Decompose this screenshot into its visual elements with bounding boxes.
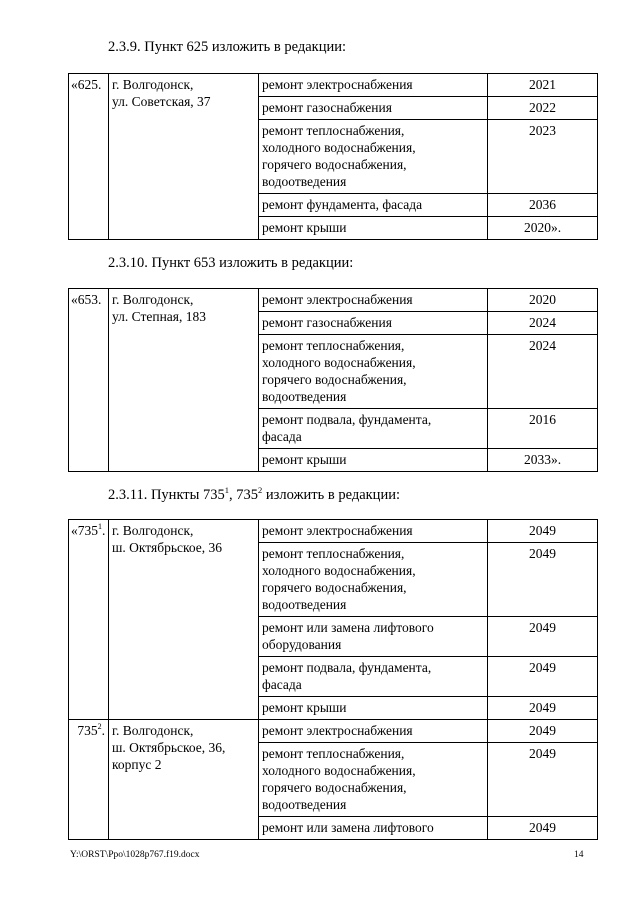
- work-type: ремонт крыши: [259, 217, 488, 240]
- heading-text: изложить в редакции:: [262, 487, 400, 503]
- item-number: «625.: [69, 74, 109, 240]
- work-type: ремонт электроснабжения: [259, 520, 488, 543]
- item-address: г. Волгодонск, ш. Октябрьское, 36: [109, 520, 259, 720]
- table-row: [69, 720, 598, 743]
- work-type: ремонт крыши: [259, 697, 488, 720]
- work-year: 2021: [488, 74, 598, 97]
- work-year: 2049: [488, 617, 598, 657]
- item-address: г. Волгодонск, ш. Октябрьское, 36, корпус 2: [109, 720, 259, 840]
- heading-text: , 735: [229, 487, 259, 503]
- item-number: [69, 720, 109, 840]
- work-type: ремонт подвала, фундамента, фасада: [259, 657, 488, 697]
- table-item-653: [68, 288, 598, 472]
- work-year: 2020: [488, 289, 598, 312]
- work-type: ремонт теплоснабжения, холодного водоснабжения, горячего водоснабжения, водоотведения: [259, 335, 488, 409]
- section-heading-2-3-11: [108, 486, 400, 504]
- section-heading-2-3-9: 2.3.9. Пункт 625 изложить в редакции:: [108, 39, 347, 55]
- work-year: 2016: [488, 409, 598, 449]
- work-type: ремонт теплоснабжения, холодного водоснабжения, горячего водоснабжения, водоотведения: [259, 743, 488, 817]
- work-type: ремонт фундамента, фасада: [259, 194, 488, 217]
- item-number: [69, 520, 109, 720]
- table-row: [69, 289, 598, 312]
- item-number-text: .: [101, 723, 105, 738]
- item-address: г. Волгодонск, ул. Степная, 183: [109, 289, 259, 472]
- work-year: 2049: [488, 817, 598, 840]
- work-type: ремонт электроснабжения: [259, 289, 488, 312]
- work-year: 2036: [488, 194, 598, 217]
- work-year: 2024: [488, 335, 598, 409]
- work-year: 2022: [488, 97, 598, 120]
- work-year: 2024: [488, 312, 598, 335]
- heading-text: 2.3.11. Пункты 735: [108, 487, 225, 503]
- item-number-text: 735: [77, 723, 98, 738]
- work-year: 2049: [488, 697, 598, 720]
- work-type: ремонт газоснабжения: [259, 97, 488, 120]
- work-year: 2049: [488, 657, 598, 697]
- work-year: 2049: [488, 720, 598, 743]
- work-year: 2020».: [488, 217, 598, 240]
- work-year: 2049: [488, 520, 598, 543]
- work-year: 2023: [488, 120, 598, 194]
- superscript: 2: [97, 722, 102, 731]
- section-heading-2-3-10: 2.3.10. Пункт 653 изложить в редакции:: [108, 255, 354, 271]
- work-type: ремонт крыши: [259, 449, 488, 472]
- superscript: 2: [258, 485, 263, 495]
- footer-file-path: Y:\ORST\Ppo\1028p767.f19.docx: [70, 850, 200, 860]
- table-row: [69, 520, 598, 543]
- work-type: ремонт электроснабжения: [259, 74, 488, 97]
- item-address: г. Волгодонск, ул. Советская, 37: [109, 74, 259, 240]
- work-year: 2033».: [488, 449, 598, 472]
- work-type: ремонт теплоснабжения, холодного водоснабжения, горячего водоснабжения, водоотведения: [259, 543, 488, 617]
- work-type: ремонт теплоснабжения, холодного водоснабжения, горячего водоснабжения, водоотведения: [259, 120, 488, 194]
- work-type: ремонт газоснабжения: [259, 312, 488, 335]
- page-number: 14: [574, 850, 584, 860]
- work-year: 2049: [488, 743, 598, 817]
- item-number-text: .: [102, 523, 106, 538]
- work-type: ремонт подвала, фундамента, фасада: [259, 409, 488, 449]
- work-type: ремонт электроснабжения: [259, 720, 488, 743]
- item-number-text: «735: [71, 523, 98, 538]
- table-row: [69, 74, 598, 97]
- work-type: ремонт или замена лифтового оборудования: [259, 617, 488, 657]
- work-year: 2049: [488, 543, 598, 617]
- superscript: 1: [224, 485, 230, 495]
- work-type: ремонт или замена лифтового: [259, 817, 488, 840]
- item-number: «653.: [69, 289, 109, 472]
- table-item-625: [68, 73, 598, 240]
- superscript: 1: [98, 522, 102, 531]
- table-items-735: [68, 519, 598, 840]
